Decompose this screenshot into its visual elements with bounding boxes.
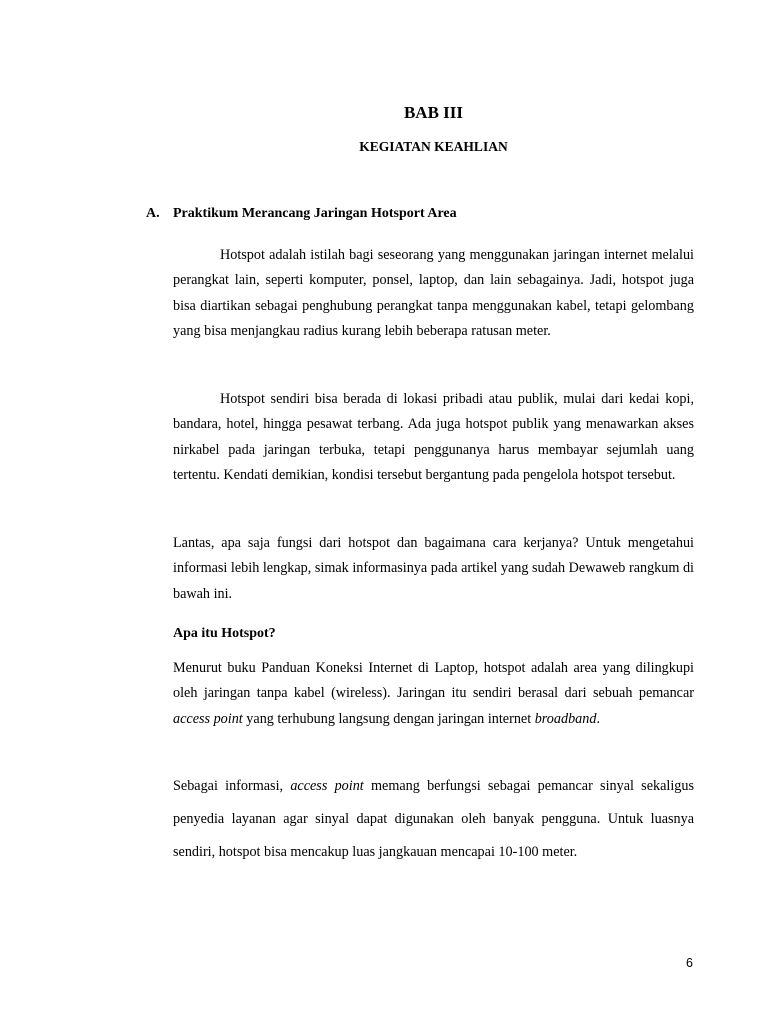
section-title: Praktikum Merancang Jaringan Hotsport Area	[173, 206, 457, 221]
emphasis-term: broadband	[534, 710, 597, 727]
paragraph-text: .	[596, 710, 600, 727]
paragraph-hotspot-definition: Hotspot adalah istilah bagi seseorang yang menggunakan jaringan internet melalui perangkat lain, seperti komputer, ponsel, laptop, dan lain sebagainya. Jadi, hotspot juga bisa diartikan sebagai penghubung perangkat tanpa menggunakan kabel, tetapi gelombang yang bisa menjangkau radius kurang lebih beberapa ratusan meter.	[173, 247, 694, 340]
section-number: A.	[146, 206, 160, 221]
paragraph-text: Sebagai informasi,	[173, 778, 291, 794]
paragraph-access-point	[173, 770, 694, 869]
paragraph-hotspot-meaning	[173, 656, 694, 732]
subsection-heading: Apa itu Hotspot?	[173, 626, 276, 641]
paragraph-intro-question: Lantas, apa saja fungsi dari hotspot dan bagaimana cara kerjanya? Untuk mengetahui informasi lebih lengkap, simak informasinya pada artikel yang sudah Dewaweb rangkum di bawah ini.	[173, 535, 694, 602]
chapter-subtitle: KEGIATAN KEAHLIAN	[359, 139, 508, 154]
section-heading	[146, 206, 457, 222]
paragraph-text: Menurut buku Panduan Koneksi Internet di Laptop, hotspot adalah area yang dilingkupi oleh jaringan tanpa kabel (wireless). Jaringan itu sendiri berasal dari sebuah pemancar	[173, 660, 694, 702]
emphasis-term: access point	[290, 778, 364, 794]
paragraph-text: memang berfungsi sebagai pemancar sinyal sekaligus penyedia layanan agar sinyal dapat digunakan oleh banyak pengguna. Untuk luasnya sendiri, hotspot bisa mencakup luas jangkauan mencapai 10-100 meter.	[173, 778, 694, 860]
page-number: 6	[686, 956, 693, 970]
emphasis-term: access point	[173, 710, 243, 727]
chapter-title: BAB III	[403, 103, 464, 122]
paragraph-text: yang terhubung langsung dengan jaringan internet	[242, 710, 535, 727]
paragraph-hotspot-locations: Hotspot sendiri bisa berada di lokasi pribadi atau publik, mulai dari kedai kopi, bandara, hotel, hingga pesawat terbang. Ada juga hotspot publik yang menawarkan akses nirkabel pada jaringan terbuka, tetapi penggunanya harus membayar sejumlah uang tertentu. Kendati demikian, kondisi tersebut bergantung pada pengelola hotspot tersebut.	[173, 391, 694, 484]
